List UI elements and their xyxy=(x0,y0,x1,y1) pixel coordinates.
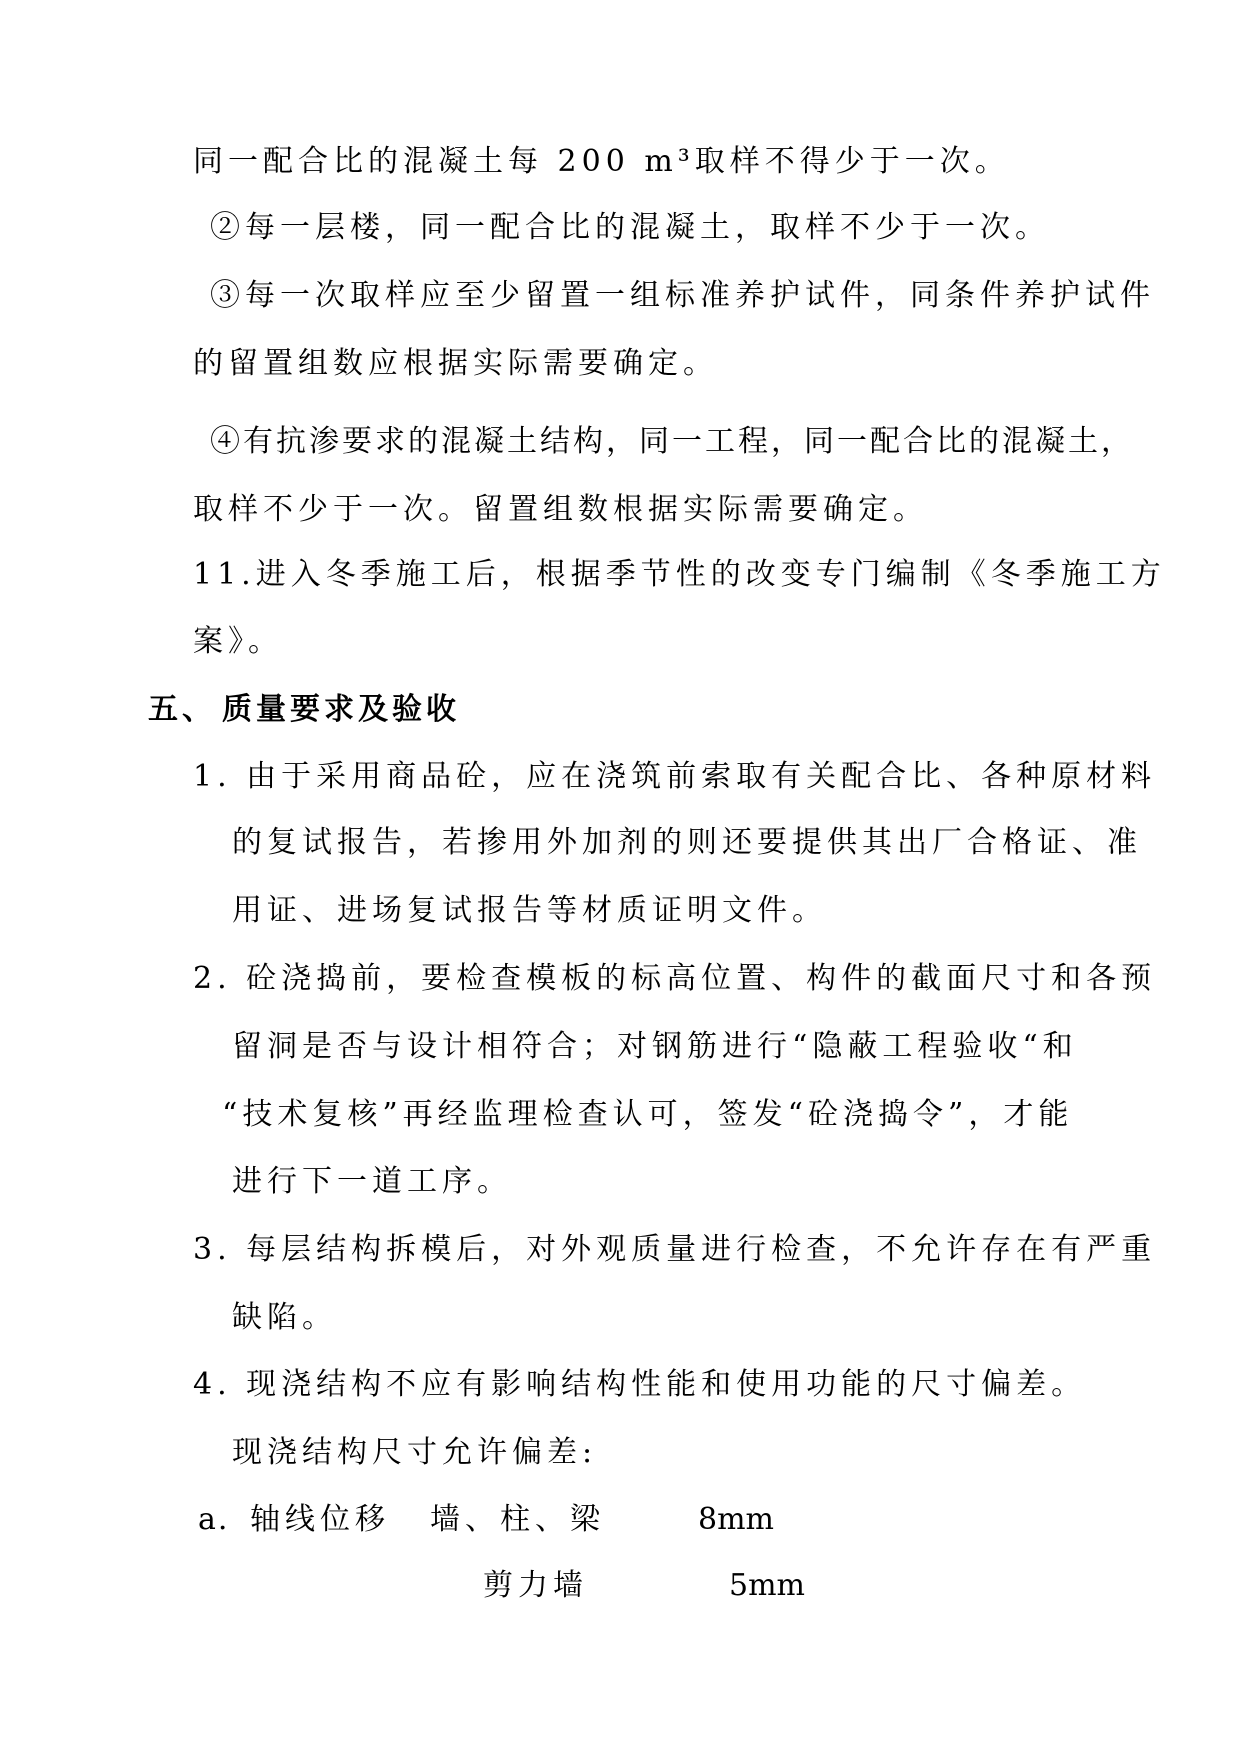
list-item-line: 缺陷。 xyxy=(232,1300,337,1335)
list-item-line: 4. 现浇结构不应有影响结构性能和使用功能的尺寸偏差。 xyxy=(193,1367,1087,1402)
tolerance-part: 剪力墙 xyxy=(483,1568,588,1603)
section-title: 质量要求及验收 xyxy=(222,692,460,727)
text-line: 取样不少于一次。留置组数根据实际需要确定。 xyxy=(193,492,928,527)
text-line: 的留置组数应根据实际需要确定。 xyxy=(193,346,718,381)
tolerance-value: 5mm xyxy=(729,1568,805,1603)
list-item-line: 用证、进场复试报告等材质证明文件。 xyxy=(232,893,827,928)
section-number: 五、 xyxy=(148,692,216,727)
text-line: ④有抗渗要求的混凝土结构，同一工程，同一配合比的混凝土， xyxy=(210,424,1134,459)
text-line: ③每一次取样应至少留置一组标准养护试件，同条件养护试件 xyxy=(210,278,1155,313)
tolerance-item: 轴线位移 xyxy=(250,1502,390,1537)
list-item-line: 2. 砼浇捣前，要检查模板的标高位置、构件的截面尺寸和各预 xyxy=(193,961,1157,996)
tolerance-intro: 现浇结构尺寸允许偏差: xyxy=(232,1435,598,1470)
text-line: ②每一层楼，同一配合比的混凝土，取样不少于一次。 xyxy=(210,210,1050,245)
tolerance-part: 墙、柱、梁 xyxy=(430,1502,605,1537)
list-item-line: 1. 由于采用商品砼，应在浇筑前索取有关配合比、各种原材料 xyxy=(193,759,1157,794)
text-line: 同一配合比的混凝土每 200 m³取样不得少于一次。 xyxy=(193,144,1010,179)
list-item-line: 进行下一道工序。 xyxy=(232,1164,512,1199)
list-item-line: 留洞是否与设计相符合；对钢筋进行“隐蔽工程验收“和 xyxy=(232,1029,1078,1064)
list-item-line: 3. 每层结构拆模后，对外观质量进行检查，不允许存在有严重 xyxy=(193,1232,1157,1267)
text-line: 11.进入冬季施工后，根据季节性的改变专门编制《冬季施工方 xyxy=(193,557,1166,592)
list-item-line: “技术复核”再经监理检查认可，签发“砼浇捣令”，才能 xyxy=(222,1097,1074,1132)
list-item-line: 的复试报告，若掺用外加剂的则还要提供其出厂合格证、准 xyxy=(232,825,1142,860)
text-line: 案》。 xyxy=(193,624,283,659)
tolerance-label: a. xyxy=(198,1502,230,1537)
tolerance-value: 8mm xyxy=(698,1502,774,1537)
